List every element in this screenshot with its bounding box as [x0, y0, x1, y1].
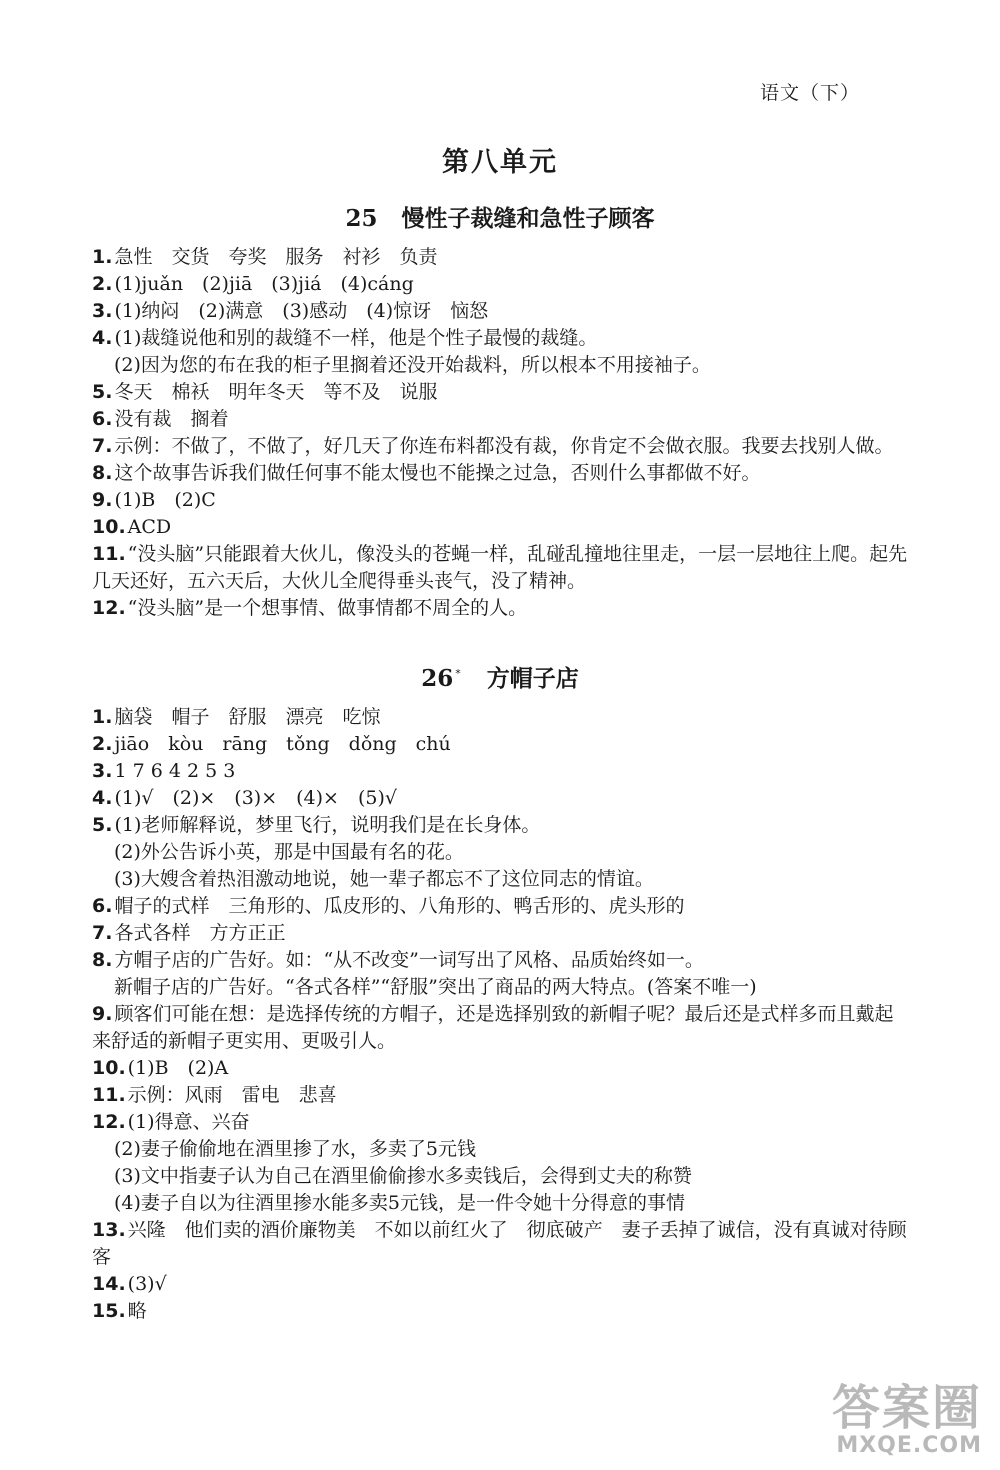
answer-number: 2. [92, 733, 113, 755]
page-header: 语文（下） [759, 82, 860, 104]
answer-number: 7. [92, 435, 113, 457]
answer-item [92, 1271, 908, 1298]
answer-line [92, 406, 908, 433]
answer-text: 1 7 6 4 2 5 3 [114, 760, 236, 782]
lesson-26-answers [92, 704, 908, 1325]
answer-line [92, 1001, 908, 1055]
lesson-26-heading [0, 660, 1000, 693]
answer-line [92, 1136, 908, 1163]
answer-text: 这个故事告诉我们做任何事不能太慢也不能操之过急，否则什么事都做不好。 [114, 462, 761, 484]
watermark [831, 1380, 982, 1458]
answer-item [92, 1217, 908, 1271]
answer-line [92, 812, 908, 839]
answer-line [92, 866, 908, 893]
answer-number: 14. [92, 1273, 126, 1295]
answer-item [92, 244, 908, 271]
answer-number: 12. [92, 1111, 126, 1133]
answer-item [92, 1055, 908, 1082]
answer-line [92, 541, 908, 595]
answer-line [92, 1271, 908, 1298]
answer-item [92, 1082, 908, 1109]
lesson-title: 方帽子店 [486, 666, 579, 692]
answer-item [92, 325, 908, 379]
answer-text: 脑袋 帽子 舒服 漂亮 吃惊 [114, 706, 381, 728]
answer-text: (1)juǎn (2)jiā (3)jiá (4)cáng [114, 273, 414, 295]
answer-text: (1)得意、兴奋 [127, 1111, 250, 1133]
answer-number: 10. [92, 516, 126, 538]
answer-number: 1. [92, 706, 113, 728]
answer-text: 顾客们可能在想：是选择传统的方帽子，还是选择别致的新帽子呢？最后还是式样多而且戴起来舒适的新帽子更实用、更吸引人。 [92, 1003, 894, 1052]
answer-text: ACD [127, 516, 172, 538]
answer-text: (1)老师解释说，梦里飞行，说明我们是在长身体。 [114, 814, 541, 836]
answer-line [92, 433, 908, 460]
answer-item [92, 433, 908, 460]
answer-line [92, 758, 908, 785]
answer-line [92, 839, 908, 866]
answer-item [92, 947, 908, 1001]
answer-line [92, 487, 908, 514]
answer-text: jiāo kòu rāng tǒng dǒng chú [114, 733, 451, 755]
answer-text: (2)外公告诉小英，那是中国最有名的花。 [114, 841, 464, 863]
answer-text: (3)文中指妻子认为自己在酒里偷偷掺水多卖钱后，会得到丈夫的称赞 [114, 1165, 692, 1187]
answer-line [92, 731, 908, 758]
answer-item [92, 731, 908, 758]
watermark-url: MXQE.COM [836, 1433, 982, 1458]
answer-line [92, 1055, 908, 1082]
answer-number: 1. [92, 246, 113, 268]
lesson-25-answers [92, 244, 908, 622]
answer-line [92, 1109, 908, 1136]
answer-item [92, 1001, 908, 1055]
answer-text: 冬天 棉袄 明年冬天 等不及 说服 [114, 381, 438, 403]
answer-text: 兴隆 他们卖的酒价廉物美 不如以前红火了 彻底破产 妻子丢掉了诚信，没有真诚对待顾客 [92, 1219, 907, 1268]
answer-line [92, 1082, 908, 1109]
answer-text: 帽子的式样 三角形的、瓜皮形的、八角形的、鸭舌形的、虎头形的 [114, 895, 685, 917]
answer-text: (2)因为您的布在我的柜子里搁着还没开始裁料，所以根本不用接袖子。 [114, 354, 711, 376]
watermark-logo: 答案圈 [831, 1380, 982, 1436]
answer-number: 11. [92, 1084, 126, 1106]
answer-item [92, 514, 908, 541]
answer-number: 4. [92, 787, 113, 809]
answer-line [92, 1163, 908, 1190]
answer-text: 示例：不做了，不做了，好几天了你连布料都没有裁，你肯定不会做衣服。我要去找别人做。 [114, 435, 894, 457]
answer-item [92, 1109, 908, 1217]
answer-item [92, 1298, 908, 1325]
answer-number: 9. [92, 1003, 113, 1025]
unit-title: 第八单元 [442, 147, 558, 178]
answer-number: 5. [92, 814, 113, 836]
answer-item [92, 298, 908, 325]
answer-item [92, 595, 908, 622]
answer-line [92, 704, 908, 731]
answer-item [92, 920, 908, 947]
answer-text: 没有裁 搁着 [114, 408, 229, 430]
answer-line [92, 947, 908, 974]
answer-number: 12. [92, 597, 126, 619]
answer-item [92, 758, 908, 785]
answer-item [92, 379, 908, 406]
answer-number: 2. [92, 273, 113, 295]
answer-text: 急性 交货 夸奖 服务 衬衫 负责 [114, 246, 438, 268]
answer-text: 各式各样 方方正正 [114, 922, 286, 944]
answer-text: (2)妻子偷偷地在酒里掺了水，多卖了5元钱 [114, 1138, 477, 1160]
answer-text: “没头脑”只能跟着大伙儿，像没头的苍蝇一样，乱碰乱撞地往里走，一层一层地往上爬。起先几天还好，五六天后，大伙儿全爬得垂头丧气，没了精神。 [92, 543, 908, 592]
answer-item [92, 271, 908, 298]
answer-text: (1)纳闷 (2)满意 (3)感动 (4)惊讶 恼怒 [114, 300, 489, 322]
answer-number: 10. [92, 1057, 126, 1079]
answer-line [92, 785, 908, 812]
answer-line [92, 379, 908, 406]
answer-line [92, 1217, 908, 1271]
answer-number: 5. [92, 381, 113, 403]
answer-line [92, 460, 908, 487]
answer-item [92, 785, 908, 812]
answer-line [92, 244, 908, 271]
answer-text: “没头脑”是一个想事情、做事情都不周全的人。 [127, 597, 528, 619]
answer-item [92, 704, 908, 731]
answer-line [92, 595, 908, 622]
answer-line [92, 514, 908, 541]
lesson-title: 慢性子裁缝和急性子顾客 [401, 206, 655, 232]
answer-text: (1)裁缝说他和别的裁缝不一样，他是个性子最慢的裁缝。 [114, 327, 598, 349]
answer-item [92, 812, 908, 893]
answer-text: (4)妻子自以为往酒里掺水能多卖5元钱，是一件令她十分得意的事情 [114, 1192, 686, 1214]
answer-line [92, 920, 908, 947]
answer-line [92, 325, 908, 352]
answer-line [92, 893, 908, 920]
answer-line [92, 271, 908, 298]
answer-line [92, 1190, 908, 1217]
answer-number: 8. [92, 462, 113, 484]
answer-number: 3. [92, 760, 113, 782]
answer-text: (1)B (2)A [127, 1057, 229, 1079]
lesson-25-heading [0, 200, 1000, 233]
answer-text: 示例：风雨 雷电 悲喜 [127, 1084, 337, 1106]
answer-text: (3)√ [127, 1273, 167, 1295]
answer-text: 略 [127, 1300, 147, 1322]
answer-line [92, 298, 908, 325]
optional-mark: * [455, 667, 461, 681]
answer-number: 6. [92, 895, 113, 917]
answer-line [92, 974, 908, 1001]
answer-number: 6. [92, 408, 113, 430]
answer-number: 15. [92, 1300, 126, 1322]
answer-item [92, 893, 908, 920]
answer-item [92, 541, 908, 595]
answer-item [92, 406, 908, 433]
answer-text: 新帽子店的广告好。“各式各样”“舒服”突出了商品的两大特点。(答案不唯一) [114, 976, 757, 998]
answer-number: 9. [92, 489, 113, 511]
lesson-number: 26 [421, 665, 454, 692]
answer-line [92, 1298, 908, 1325]
answer-item [92, 460, 908, 487]
answer-text: (3)大嫂含着热泪激动地说，她一辈子都忘不了这位同志的情谊。 [114, 868, 654, 890]
answer-number: 13. [92, 1219, 126, 1241]
answer-number: 3. [92, 300, 113, 322]
answer-text: (1)√ (2)× (3)× (4)× (5)√ [114, 787, 397, 809]
answer-number: 11. [92, 543, 126, 565]
answer-text: 方帽子店的广告好。如：“从不改变”一词写出了风格、品质始终如一。 [114, 949, 704, 971]
answer-number: 8. [92, 949, 113, 971]
answer-line [92, 352, 908, 379]
answer-item [92, 487, 908, 514]
answer-text: (1)B (2)C [114, 489, 216, 511]
lesson-number: 25 [345, 205, 378, 232]
answer-number: 7. [92, 922, 113, 944]
answer-number: 4. [92, 327, 113, 349]
